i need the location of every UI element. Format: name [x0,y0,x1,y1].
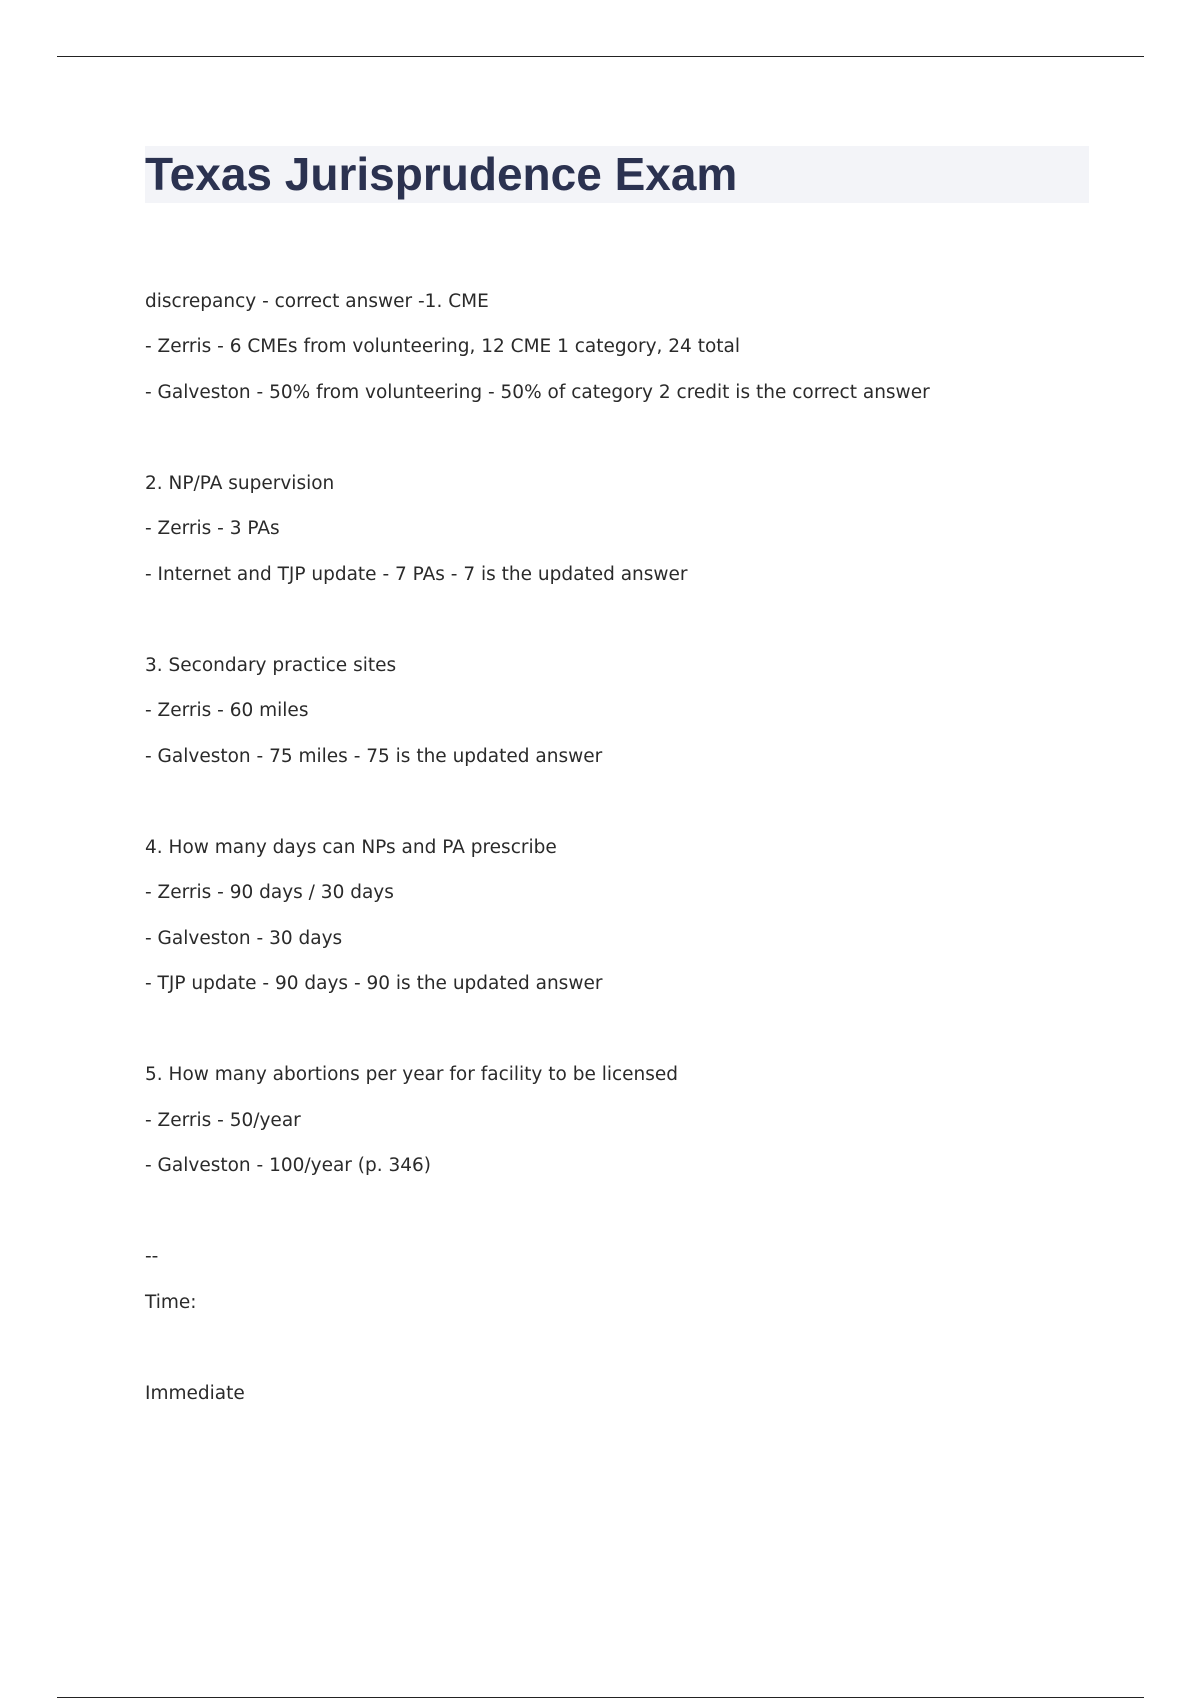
supervision-zerris-line: - Zerris - 3 PAs [145,518,280,539]
prescribe-days-heading: 4. How many days can NPs and PA prescribe [145,837,557,858]
top-divider [57,56,1144,57]
bottom-divider [57,1697,1144,1698]
supervision-update-line: - Internet and TJP update - 7 PAs - 7 is the updated answer [145,564,688,585]
cme-galveston-line: - Galveston - 50% from volunteering - 50% of category 2 credit is the correct answer [145,382,930,403]
separator-dashes: -- [145,1246,159,1267]
secondary-sites-galveston-line: - Galveston - 75 miles - 75 is the updated answer [145,746,603,767]
abortions-galveston-line: - Galveston - 100/year (p. 346) [145,1155,432,1176]
secondary-sites-heading: 3. Secondary practice sites [145,655,397,676]
supervision-heading: 2. NP/PA supervision [145,473,335,494]
abortions-heading: 5. How many abortions per year for facility to be licensed [145,1064,679,1085]
prescribe-days-zerris-line: - Zerris - 90 days / 30 days [145,882,394,903]
secondary-sites-zerris-line: - Zerris - 60 miles [145,700,309,721]
prescribe-days-galveston-line: - Galveston - 30 days [145,928,343,949]
time-value: Immediate [145,1383,245,1404]
abortions-zerris-line: - Zerris - 50/year [145,1110,301,1131]
time-label: Time: [145,1292,197,1313]
cme-zerris-line: - Zerris - 6 CMEs from volunteering, 12 CME 1 category, 24 total [145,336,740,357]
prescribe-days-update-line: - TJP update - 90 days - 90 is the updated answer [145,973,603,994]
page-title: Texas Jurisprudence Exam [145,148,738,200]
cme-question-line: discrepancy - correct answer -1. CME [145,291,489,312]
